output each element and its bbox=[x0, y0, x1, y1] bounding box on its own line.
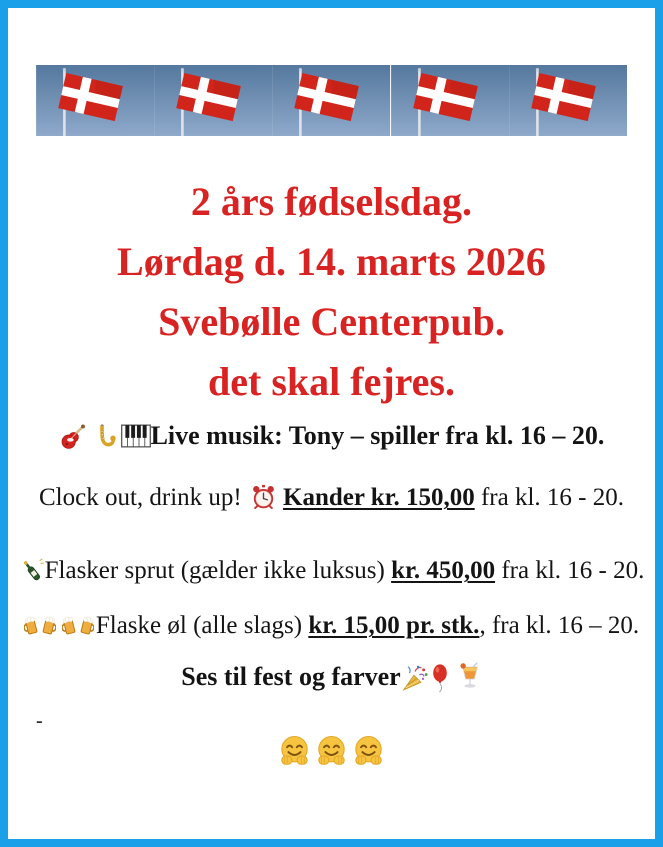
danish-flag-photo bbox=[509, 65, 627, 136]
kander-prefix: Clock out, drink up! bbox=[39, 484, 249, 511]
title-line-celebrate: det skal fejres. bbox=[208, 359, 455, 404]
champagne-bottle-icon bbox=[19, 558, 45, 584]
hugging-face-icon bbox=[350, 734, 387, 767]
sprut-price-line bbox=[8, 551, 655, 591]
hugging-face-icon bbox=[276, 734, 313, 767]
danish-flag-photo bbox=[272, 65, 390, 136]
live-music-line bbox=[8, 416, 655, 456]
sprut-price: kr. 450,00 bbox=[391, 557, 496, 584]
beer-price-line bbox=[8, 606, 655, 646]
live-music-text: Live musik: Tony – spiller fra kl. 16 – 20. bbox=[150, 421, 605, 450]
hugging-faces-row bbox=[8, 734, 655, 776]
guitar-icon bbox=[59, 423, 87, 451]
danish-flag-photo bbox=[36, 65, 154, 136]
title-block bbox=[8, 172, 655, 412]
hugging-face-icon bbox=[313, 734, 350, 767]
kander-suffix: fra kl. 16 - 20. bbox=[474, 484, 624, 511]
beer-suffix: , fra kl. 16 – 20. bbox=[479, 612, 640, 639]
piano-keyboard-icon bbox=[121, 424, 151, 448]
balloon-icon bbox=[429, 663, 451, 693]
beer-prefix: Flaske øl (alle slags) bbox=[95, 612, 309, 639]
title-line-venue: Svebølle Centerpub. bbox=[158, 299, 505, 344]
title-line-date: Lørdag d. 14. marts 2026 bbox=[117, 239, 546, 284]
closing-text: Ses til fest og farver bbox=[181, 662, 401, 691]
alarm-clock-icon bbox=[250, 484, 277, 511]
beer-price: kr. 15,00 pr. stk. bbox=[308, 612, 480, 639]
party-popper-icon bbox=[401, 664, 429, 692]
kander-price-line bbox=[8, 478, 655, 518]
clinking-beer-mugs-icon bbox=[24, 614, 56, 639]
saxophone-icon bbox=[92, 424, 118, 450]
danish-flag-photo bbox=[391, 65, 509, 136]
kander-price: Kander kr. 150,00 bbox=[283, 484, 475, 511]
tropical-drink-icon bbox=[458, 662, 482, 692]
sprut-prefix: Flasker sprut (gælder ikke luksus) bbox=[44, 557, 392, 584]
sprut-suffix: fra kl. 16 - 20. bbox=[495, 557, 645, 584]
clinking-beer-mugs-icon bbox=[62, 614, 94, 639]
danish-flags-banner bbox=[36, 65, 627, 136]
danish-flag-photo bbox=[154, 65, 272, 136]
closing-line bbox=[8, 656, 655, 698]
stray-dash: - bbox=[36, 710, 43, 732]
title-line-birthday: 2 års fødselsdag. bbox=[190, 179, 473, 224]
